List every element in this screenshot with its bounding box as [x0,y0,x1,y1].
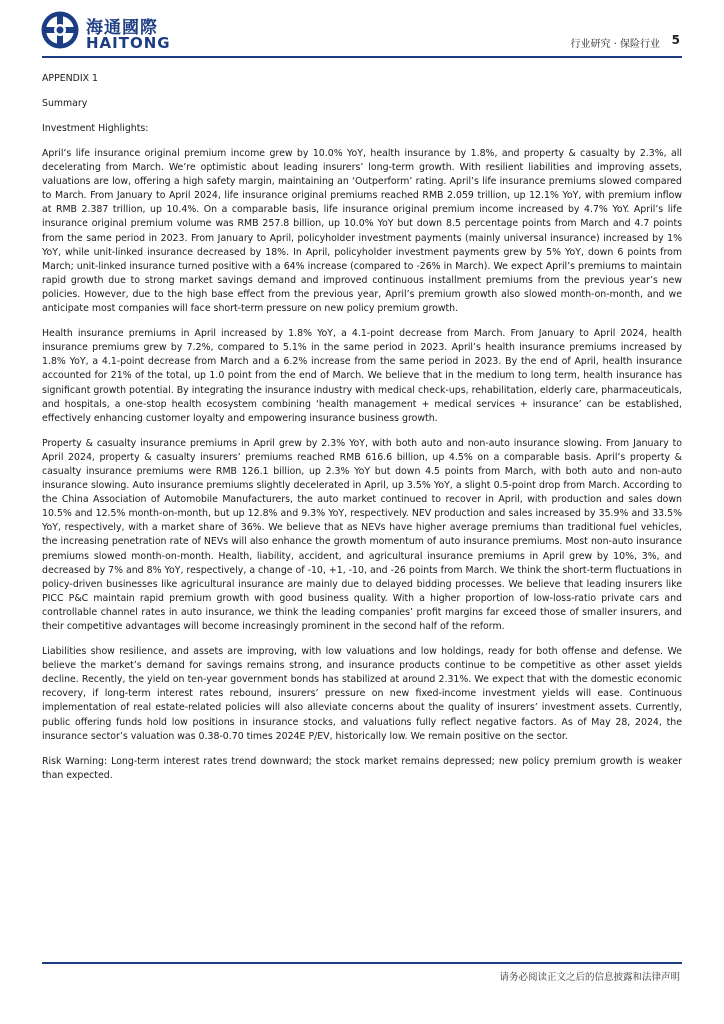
paragraph-liabilities-assets: Liabilities show resilience, and assets are improving, with low valuations and low holdings, ready for both offense and defense. We believe the market’s demand for savings remains strong, and insurance products continue to be competitive as other asset yields decline. Recently, the yield on ten-year government bonds has stabilized at around 2.31%. We expect that with the domestic economic recovery, if long-term interest rates rebound, insurers’ pressure on new fixed-income investment yields will ease. Continuous implementation of real estate-related policies will also alleviate concerns about the quality of insurers’ investment assets. Currently, public offering funds hold low positions in insurance stocks, and valuations fully reflect negative factors. As of May 28, 2024, the insurance sector’s valuation was 0.38-0.70 times 2024E P/EV, historically low. We remain positive on the sector. [42,646,682,742]
paragraph-risk-warning: Risk Warning: Long-term interest rates trend downward; the stock market remains depressed; new policy premium growth is weaker than expected. [42,755,682,781]
paragraph-health-insurance: Health insurance premiums in April increased by 1.8% YoY, a 4.1-point decrease from March. From January to April 2024, health insurance premiums grew by 7.2%, compared to 5.1% in the same period in 2023. April’s health insurance premiums increased by 1.8% YoY, a 4.1-point decrease from March and a 6.2% increase from the same period in 2023. By the end of April, health insurance accounted for 21% of the total, up 1.0 point from the end of March. We believe that in the medium to long term, health insurance has significant growth potential. By integrating the insurance industry with medical check-ups, rehabilitation, elderly care, pharmaceuticals, and hospitals, a one-stop health ecosystem combining ‘health management + medical services + insurance’ can be established, effectively enhancing customer loyalty and empowering insurance business growth. [42,328,682,424]
summary-label: Summary [42,98,88,109]
logo-english-name: HAITONG [86,34,171,52]
investment-highlights-label: Investment Highlights: [42,123,149,134]
paragraph-life-insurance: April’s life insurance original premium income grew by 10.0% YoY, health insurance by 1.8%, and property & casualty by 2.3%, all decelerating from March. We’re optimistic about leading insurers’ long-term growth. With resilient liabilities and improving assets, valuations are low, offering a high safety margin, maintaining an ‘Outperform’ rating. April’s life insurance premiums slowed compared to March. From January to April 2024, life insurance original premiums reached RMB 2.059 trillion, up 12.1% YoY, with premium inflow at RMB 2.387 trillion, up 10.4%. On a comparable basis, life insurance original premium income increased by 4.7% YoY. April’s life insurance original premium volume was RMB 257.8 billion, up 10.0% YoY but down 8.5 percentage points from March and 4.7 points from the same period in 2023. From January to April, policyholder investment payments (mainly universal insurance) increased by 1% YoY, while unit-linked insurance decreased by 18%. In April, policyholder investment payments grew by 5% YoY, down 6 points from March; unit-linked insurance turned positive with a 64% increase (compared to -26% in March). We expect April’s premiums to maintain rapid growth due to strong market savings demand and improved continuous installment premiums from the previous year’s new policies. However, due to the high base effect from the previous year, April’s premium growth also slowed month-on-month, and we anticipate most companies will face short-term pressure on new policy premium growth. [42,148,682,315]
appendix-label: APPENDIX 1 [42,73,99,84]
header-divider [42,56,682,58]
logo-chinese-name: 海通國際 [86,18,158,38]
haitong-logo [40,10,171,52]
report-body [42,72,682,794]
footer-disclaimer: 请务必阅读正文之后的信息披露和法律声明 [499,972,680,983]
haitong-logo-mark-icon [40,10,80,50]
page-header [0,0,724,60]
page-number: 5 [671,33,680,47]
paragraph-property-casualty: Property & casualty insurance premiums in April grew by 2.3% YoY, with both auto and non-auto insurance slowing. From January to April 2024, property & casualty insurers’ premiums reached RMB 616.6 billion, up 4.5% on a comparable basis. April’s property & casualty insurance premiums were RMB 126.1 billion, up 2.3% YoY but down 4.5 points from March, with both auto and non-auto insurance slowing. Auto insurance premiums slightly decelerated in April, up 3.5% YoY, a slight 0.5-point drop from March. According to the China Association of Automobile Manufacturers, the auto market continued to recover in April, with production and sales down 10.5% and 12.5% month-on-month, but up 12.8% and 9.3% YoY, respectively. NEV production and sales increased by 35.9% and 33.5% YoY, respectively, with a market share of 36%. We believe that as NEVs have higher average premiums than traditional fuel vehicles, the increasing penetration rate of NEVs will also enhance the growth momentum of auto insurance premiums. Most non-auto insurance premiums slowed month-on-month. Health, liability, accident, and agricultural insurance premiums in April grew by 10%, 3%, and decreased by 7% and 8% YoY, respectively, a change of -10, +1, -10, and -26 points from March. We think the short-term fluctuations in policy-driven businesses like agricultural insurance are mainly due to delayed bidding processes. We believe that leading insurers like PICC P&C maintain rapid premium growth with good business quality. With a higher proportion of low-loss-ratio private cars and controllable channel rates in auto insurance, we think the leading companies’ profit margins far exceed those of smaller insurers, and their competitive advantages will become increasingly prominent in the second half of the reform. [42,437,682,632]
footer-divider [42,962,682,964]
section-title: 行业研究 · 保险行业 [570,39,660,50]
